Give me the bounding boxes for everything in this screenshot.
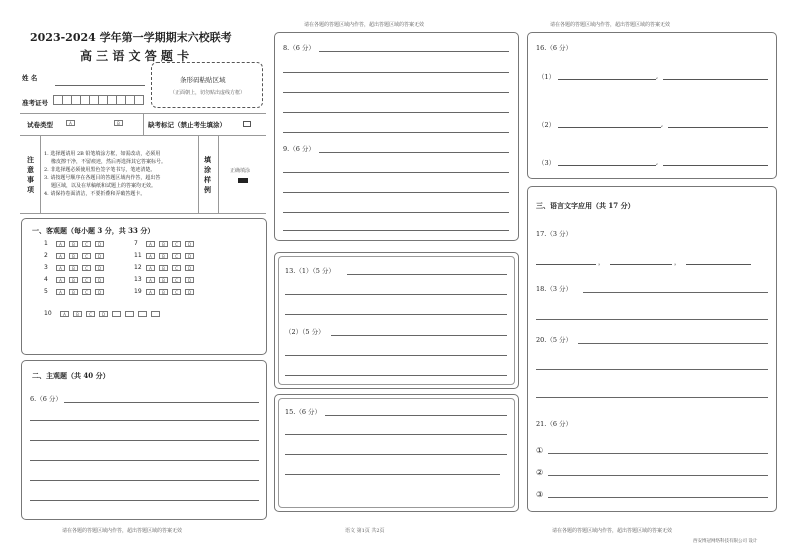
question-row[interactable]: 11 A B C D — [134, 252, 198, 259]
correct-fill-sample — [238, 178, 248, 183]
question-row[interactable]: 7 A B C D — [134, 240, 198, 247]
page-number: 语文 第1页 共2页 — [345, 528, 385, 534]
answer-line[interactable] — [30, 460, 259, 461]
q16-1-label: （1） — [538, 73, 556, 81]
answer-blank[interactable] — [663, 79, 768, 80]
comma: ， — [598, 258, 605, 266]
paper-type-a[interactable]: A — [66, 120, 75, 126]
barcode-note: （正面朝上，切勿贴出虚线方框） — [170, 90, 246, 96]
q17-label: 17.（3 分） — [536, 230, 573, 238]
answer-blank[interactable] — [558, 79, 656, 80]
answer-line[interactable] — [30, 480, 259, 481]
q15-label: 15.（6 分） — [285, 408, 322, 416]
subjective-title: 二、主观题（共 40 分） — [32, 371, 110, 380]
footer-left-warning: 请在各题的答题区域内作答，超出答题区域的答案无效 — [62, 528, 183, 534]
answer-box-16 — [527, 32, 777, 179]
q21-mark-2: ② — [536, 468, 544, 477]
q9-label: 9.（6 分） — [283, 145, 315, 153]
answer-line[interactable] — [536, 397, 768, 398]
q18-label: 18.（3 分） — [536, 285, 573, 293]
answer-line[interactable] — [536, 369, 768, 370]
answer-line[interactable] — [285, 454, 507, 455]
q13-1-label: 13.（1）（5 分） — [285, 267, 335, 275]
q20-label: 20.（5 分） — [536, 336, 573, 344]
answer-line[interactable] — [319, 152, 509, 153]
question-row[interactable]: 13 A B C D — [134, 276, 198, 283]
answer-blank[interactable] — [558, 165, 656, 166]
question-row[interactable]: 19 A B C D — [134, 288, 198, 295]
fill-example-label: 填 涂 样 例 — [204, 155, 211, 194]
answer-line[interactable] — [285, 434, 507, 435]
notice-list: 1. 选择题请用 2B 铅笔填涂方框，如需改动，必须用 橡皮擦干净，不留痕迹，然后再选择其它答案标号。 2. 非选择题必须使用黑色签字笔书写，笔迹清楚。 3. 请按题号顺序在各题目的答题区域内作答，超出答 题区域，以及在草稿纸和试题上的答案均无效。 4. 请保持卷面清洁，不要折叠和弄破答题卡。 — [44, 151, 167, 197]
name-label: 姓 名 — [22, 74, 38, 82]
answer-line[interactable] — [285, 294, 507, 295]
answer-line[interactable] — [319, 51, 509, 52]
q16-label: 16.（6 分） — [536, 44, 573, 52]
answer-line[interactable] — [548, 497, 768, 498]
q16-2-label: （2） — [538, 121, 556, 129]
objective-section — [21, 218, 267, 355]
answer-blank[interactable] — [668, 127, 768, 128]
q21-label: 21.（6 分） — [536, 420, 573, 428]
paper-type-label: 试卷类型 — [27, 121, 53, 129]
inner-frame — [278, 256, 515, 385]
answer-blank[interactable] — [610, 264, 672, 265]
answer-line[interactable] — [285, 314, 507, 315]
answer-line[interactable] — [285, 375, 507, 376]
answer-line[interactable] — [64, 402, 259, 403]
answer-line[interactable] — [283, 132, 509, 133]
subjective-section — [21, 360, 267, 520]
absent-box — [243, 121, 251, 127]
comma: , — [661, 120, 664, 128]
answer-line[interactable] — [331, 335, 507, 336]
answer-blank[interactable] — [663, 165, 768, 166]
footer-right-warning: 请在各题的答题区域内作答，超出答题区域的答案无效 — [552, 528, 673, 534]
answer-line[interactable] — [30, 440, 259, 441]
absent-label: 缺考标记（禁止考生填涂） — [148, 121, 226, 129]
q21-mark-1: ① — [536, 446, 544, 455]
answer-line[interactable] — [283, 192, 509, 193]
question-row[interactable]: 12 A B C D — [134, 264, 198, 271]
answer-line[interactable] — [283, 112, 509, 113]
question-row[interactable]: 3 A B C D — [44, 264, 108, 271]
answer-line[interactable] — [548, 453, 768, 454]
answer-box-13 — [274, 252, 519, 389]
answer-blank[interactable] — [558, 127, 661, 128]
q16-3-label: （3） — [538, 159, 556, 167]
comma: , — [656, 158, 659, 166]
answer-line[interactable] — [283, 172, 509, 173]
barcode-label: 条形码粘贴区域 — [180, 76, 226, 84]
language-section — [527, 186, 777, 512]
answer-line[interactable] — [347, 274, 507, 275]
question-row[interactable]: 5 A B C D — [44, 288, 108, 295]
exam-title: 2023-2024 学年第一学期期末六校联考 — [30, 31, 232, 44]
notice-side-label: 注 意 事 项 — [27, 155, 34, 194]
paper-type-b[interactable]: B — [114, 120, 123, 126]
language-title: 三、语言文字应用（共 17 分） — [536, 201, 635, 210]
answer-line[interactable] — [285, 355, 507, 356]
answer-line[interactable] — [283, 230, 509, 231]
comma: ， — [674, 258, 681, 266]
objective-title: 一、客观题（每小题 3 分，共 33 分） — [32, 226, 155, 235]
answer-line[interactable] — [283, 212, 509, 213]
answer-line[interactable] — [548, 475, 768, 476]
answer-box-8-9 — [274, 32, 519, 241]
answer-box-15 — [274, 394, 519, 512]
answer-blank[interactable] — [686, 264, 751, 265]
q8-label: 8.（6 分） — [283, 44, 315, 52]
answer-line[interactable] — [325, 415, 507, 416]
name-field[interactable] — [55, 85, 145, 86]
question-row[interactable]: 1 A B C D — [44, 240, 108, 247]
question-row[interactable]: 2 A B C D — [44, 252, 108, 259]
answer-line[interactable] — [536, 319, 768, 320]
answer-line[interactable] — [578, 343, 768, 344]
q21-mark-3: ③ — [536, 490, 544, 499]
q13-2-label: （2）（5 分） — [285, 328, 325, 336]
col2-warning: 请在各题的答题区域内作答，超出答题区域的答案无效 — [304, 22, 425, 28]
col3-warning: 请在各题的答题区域内作答，超出答题区域的答案无效 — [550, 22, 671, 28]
card-subtitle: 高 三 语 文 答 题 卡 — [80, 49, 190, 63]
answer-line[interactable] — [283, 72, 509, 73]
footer-credit: 西安博冠网络科技有限公司 设计 — [693, 539, 758, 544]
q6-label: 6.（6 分） — [30, 395, 62, 403]
answer-line[interactable] — [30, 500, 259, 501]
question-row[interactable]: 4 A B C D — [44, 276, 108, 283]
exam-id-cells[interactable] — [53, 95, 144, 105]
correct-fill-label: 正确填涂 — [230, 168, 251, 174]
question-row[interactable]: 10 A B C D — [44, 310, 164, 317]
answer-line[interactable] — [285, 474, 500, 475]
answer-blank[interactable] — [536, 264, 596, 265]
barcode-area — [151, 62, 263, 108]
comma: , — [656, 72, 659, 80]
answer-line[interactable] — [283, 92, 509, 93]
exam-id-label: 准考证号 — [22, 99, 48, 107]
answer-line[interactable] — [583, 292, 768, 293]
answer-line[interactable] — [30, 420, 259, 421]
